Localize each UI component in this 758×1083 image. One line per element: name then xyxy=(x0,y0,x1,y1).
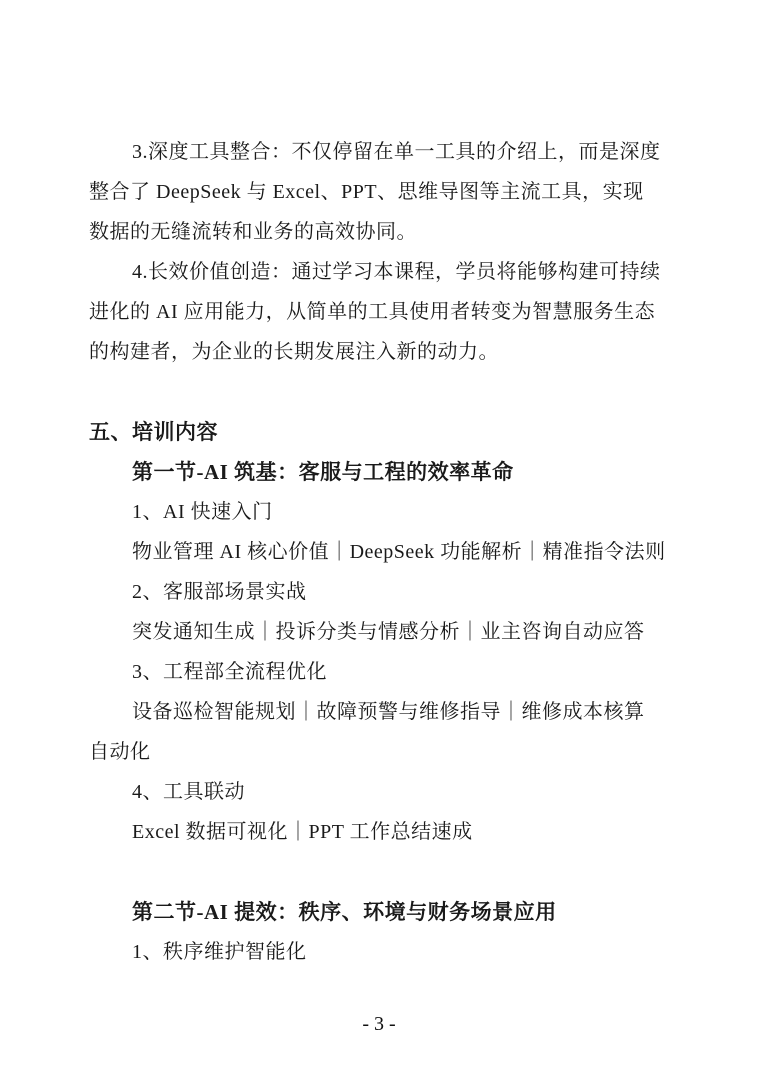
blank-line xyxy=(89,852,667,892)
detail-line-continuation: 自动化 xyxy=(89,741,151,763)
detail-line: 设备巡检智能规划｜故障预警与维修指导｜维修成本核算 xyxy=(132,701,645,723)
list-item: 3、工程部全流程优化 xyxy=(132,661,327,683)
blank-line xyxy=(89,372,667,412)
paragraph-line: 3.深度工具整合：不仅停留在单一工具的介绍上，而是深度 xyxy=(132,141,661,163)
list-item: 1、秩序维护智能化 xyxy=(132,941,307,963)
detail-line: Excel 数据可视化｜PPT 工作总结速成 xyxy=(132,821,473,843)
detail-line: 物业管理 AI 核心价值｜DeepSeek 功能解析｜精准指令法则 xyxy=(132,541,666,563)
page-number: - 3 - xyxy=(362,1013,396,1035)
paragraph-line: 4.长效价值创造：通过学习本课程，学员将能够构建可持续 xyxy=(132,261,661,283)
paragraph-line: 进化的 AI 应用能力，从简单的工具使用者转变为智慧服务生态 xyxy=(89,301,656,323)
page-footer xyxy=(0,1008,758,1040)
subsection-heading: 第二节-AI 提效：秩序、环境与财务场景应用 xyxy=(132,900,557,924)
detail-line: 突发通知生成｜投诉分类与情感分析｜业主咨询自动应答 xyxy=(132,621,645,643)
paragraph-line: 的构建者，为企业的长期发展注入新的动力。 xyxy=(89,341,499,363)
document-content xyxy=(89,132,667,972)
list-item: 1、AI 快速入门 xyxy=(132,501,273,523)
section-heading: 五、培训内容 xyxy=(89,420,218,444)
list-item: 2、客服部场景实战 xyxy=(132,581,307,603)
subsection-heading: 第一节-AI 筑基：客服与工程的效率革命 xyxy=(132,460,514,484)
paragraph-line: 整合了 DeepSeek 与 Excel、PPT、思维导图等主流工具，实现 xyxy=(89,181,644,203)
paragraph-line: 数据的无缝流转和业务的高效协同。 xyxy=(89,221,417,243)
list-item: 4、工具联动 xyxy=(132,781,245,803)
